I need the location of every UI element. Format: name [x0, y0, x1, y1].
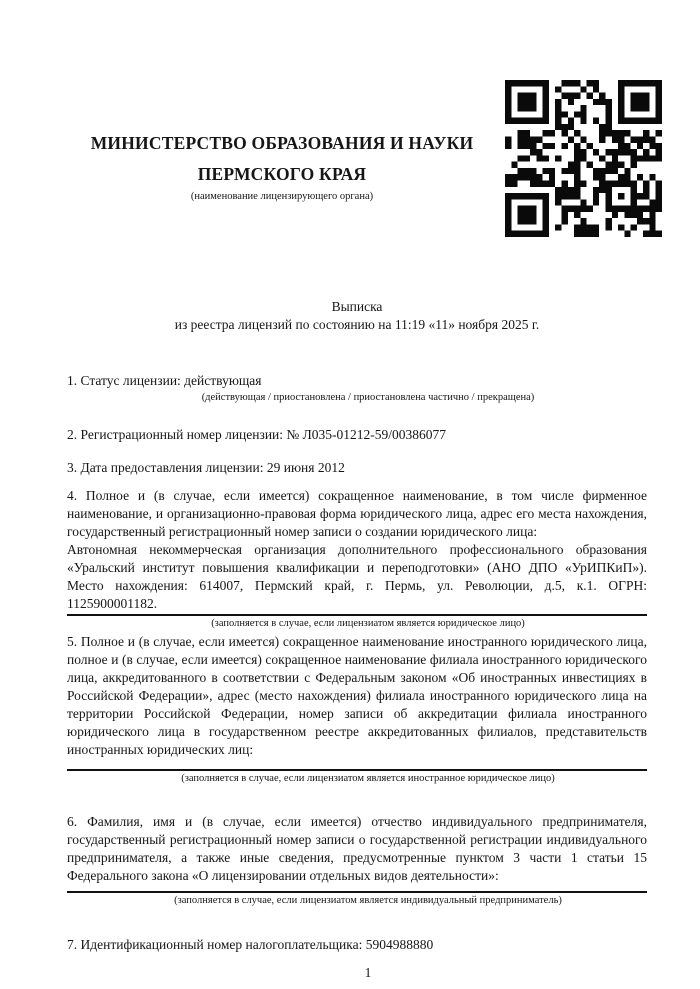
document-title [67, 298, 647, 334]
license-status-text: 1. Статус лицензии: действующая [67, 373, 262, 388]
ministry-name-line1: МИНИСТЕРСТВО ОБРАЗОВАНИЯ И НАУКИ [90, 133, 474, 153]
foreign-entity-caption: (заполняется в случае, если лицензиатом является иностранное юридическое лицо) [181, 773, 555, 784]
qr-code-icon [505, 80, 662, 237]
item-legal-entity [67, 487, 647, 630]
taxpayer-number-text: 7. Идентификационный номер налогоплательщика: 5904988880 [67, 937, 434, 952]
legal-entity-caption: (заполняется в случае, если лицензиатом является юридическое лицо) [211, 618, 525, 629]
license-status-caption: (действующая / приостановлена / приостановлена частично / прекращена) [201, 392, 535, 403]
legal-entity-value: Автономная некоммерческая организация дополнительного профессионального образования «Уральский институт повышения квалификации и переподготовки» (АНО ДПО «УрИПКиП»). Место нахождения: 614007, Пермский край, г. Пермь, ул. Революции, д.5, к.1. ОГРН: 1125900001182. [67, 542, 647, 611]
registration-number-text: 2. Регистрационный номер лицензии: № Л035-01212-59/00386077 [67, 427, 447, 442]
ministry-caption: (наименование лицензирующего органа) [190, 191, 374, 202]
item-registration-number [67, 426, 647, 444]
item-grant-date [67, 459, 647, 477]
licensing-authority-header [67, 128, 497, 203]
foreign-entity-text: 5. Полное и (в случае, если имеется) сокращенное наименование иностранного юридического лица, полное и (в случае, если имеется) сокращенное наименование филиала иностранного юридического лица, аккредитованного в соответствии с Федеральным законом «Об иностранных инвестициях в Российской Федерации», адрес (место нахождения) филиала иностранного юридического лица на территории Российской Федерации, номер записи об аккредитации филиала иностранного юридического лица в государственном реестре аккредитованных филиалов, представительств иностранных юридических лиц: [67, 634, 647, 757]
grant-date-text: 3. Дата предоставления лицензии: 29 июня 2012 [67, 460, 345, 475]
page-number: 1 [364, 965, 372, 980]
item-foreign-entity [67, 633, 647, 785]
item-individual-entrepreneur [67, 813, 647, 907]
document-title-line2: из реестра лицензий по состоянию на 11:19 «11» ноября 2025 г. [174, 317, 540, 332]
individual-entrepreneur-text: 6. Фамилия, имя и (в случае, если имеется) отчество индивидуального предпринимателя, государственный регистрационный номер записи о государственной регистрации индивидуального предпринимателя, а также иные сведения, предусмотренные пунктом 3 части 1 статьи 15 Федерального закона «О лицензировании отдельных видов деятельности»: [67, 814, 647, 883]
legal-entity-text: 4. Полное и (в случае, если имеется) сокращенное наименование, в том числе фирменное наименование, и организационно-правовая форма юридического лица, адрес его места нахождения, государственный регистрационный номер записи о создании юридического лица: [67, 488, 647, 539]
individual-entrepreneur-caption: (заполняется в случае, если лицензиатом является индивидуальный предприниматель) [174, 895, 562, 906]
document-title-line1: Выписка [331, 299, 383, 314]
fill-line [67, 769, 647, 771]
item-license-status [67, 372, 647, 405]
fill-line [67, 614, 647, 616]
ministry-name-line2: ПЕРМСКОГО КРАЯ [197, 164, 367, 184]
fill-line [67, 891, 647, 893]
item-taxpayer-number [67, 936, 647, 954]
